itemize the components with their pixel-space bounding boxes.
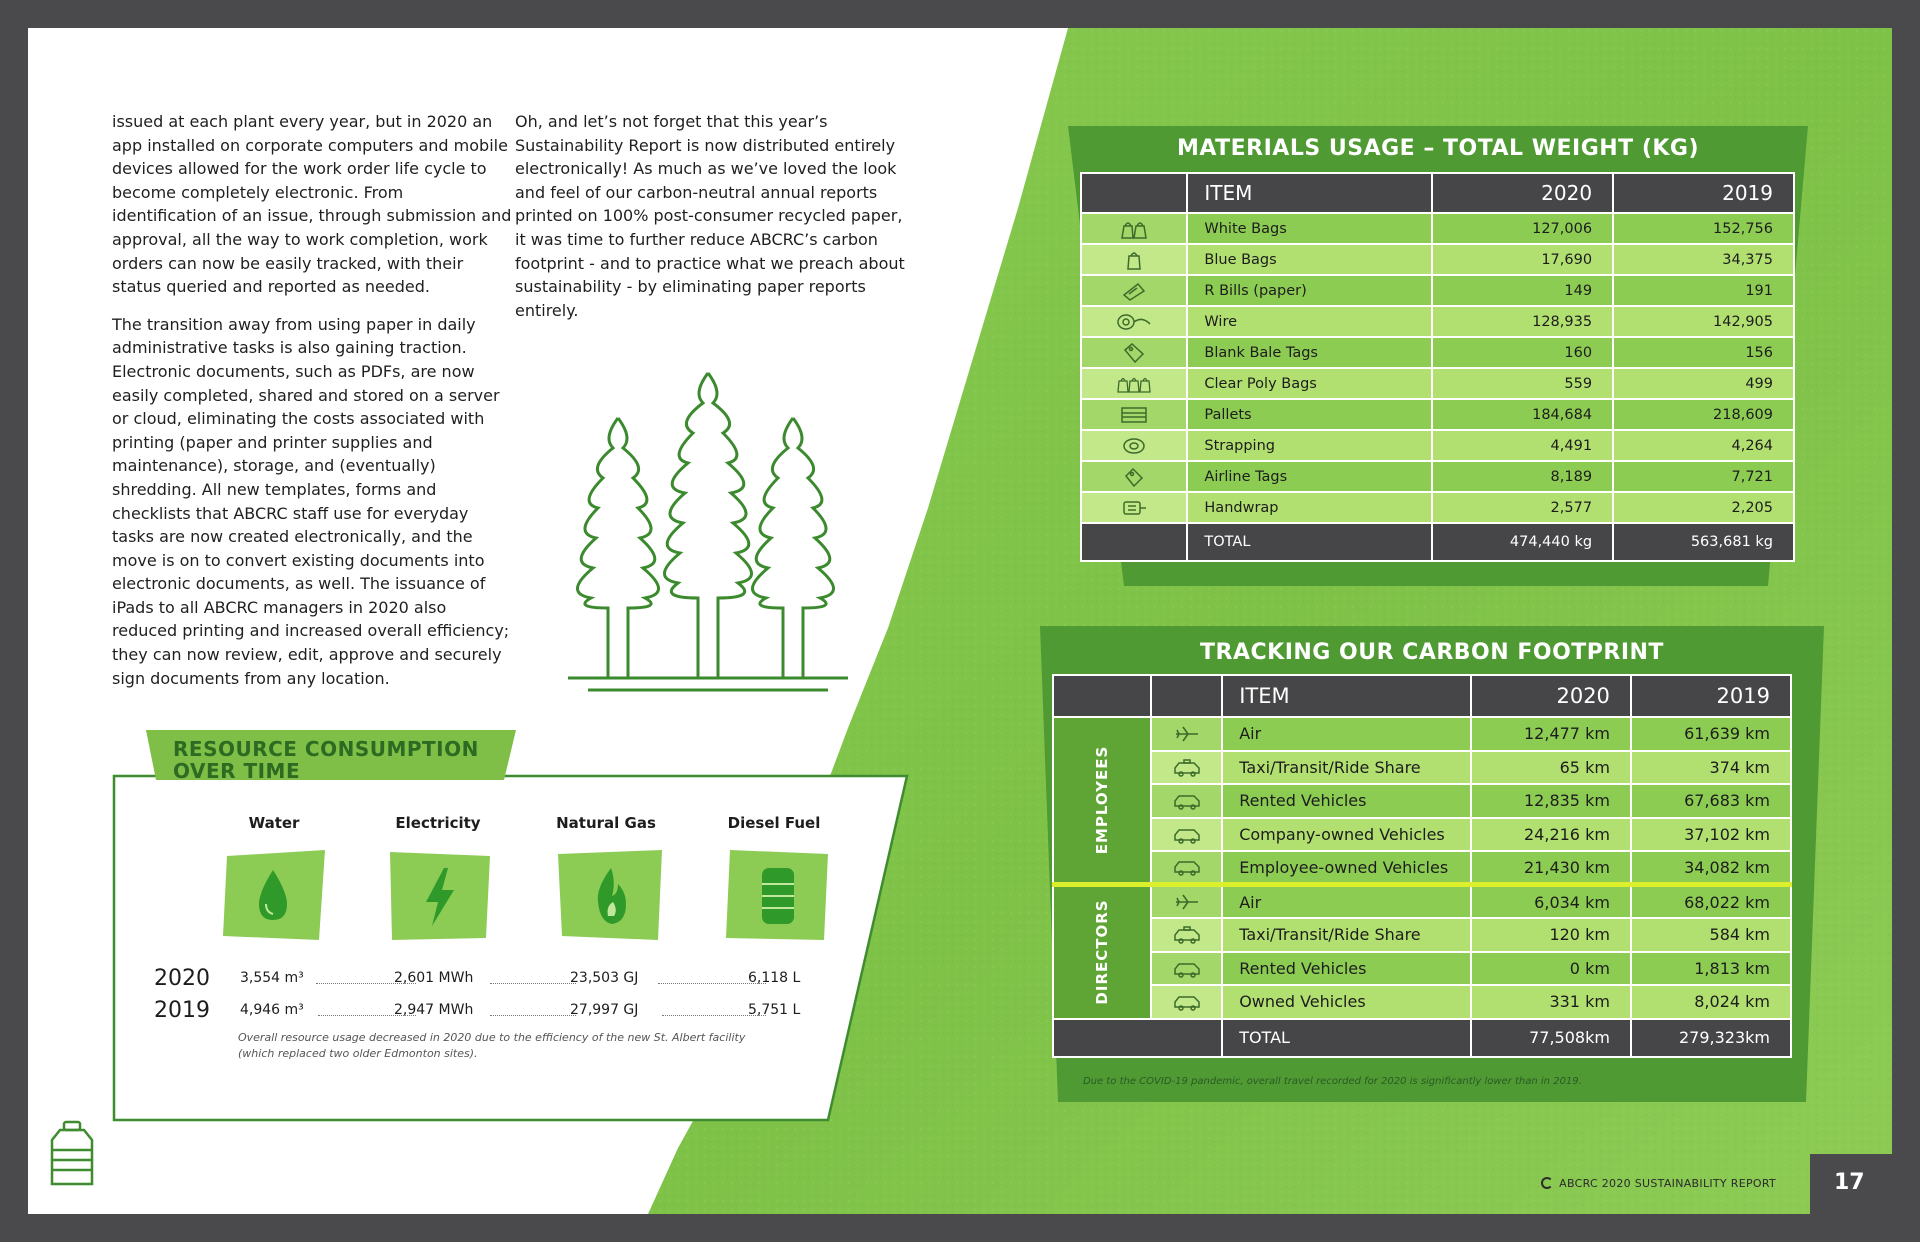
icon-cell: [1151, 851, 1222, 885]
item-name: White Bags: [1187, 213, 1432, 244]
natural-gas-tile: [556, 846, 666, 946]
body-text-right: [515, 110, 915, 336]
car-icon: [1172, 992, 1202, 1012]
resource-title-line1: RESOURCE CONSUMPTION: [173, 737, 479, 761]
total-row: [1053, 1019, 1791, 1057]
resource-label-electricity: Electricity: [395, 814, 481, 832]
resource-label-diesel: Diesel Fuel: [727, 814, 821, 832]
bag-icon: [1123, 249, 1145, 271]
table-row: [1053, 985, 1791, 1019]
tag-icon: [1122, 342, 1146, 364]
item-name: Wire: [1187, 306, 1432, 337]
icon-cell: [1151, 885, 1222, 919]
table-row: [1053, 952, 1791, 986]
value-2020: 2,577: [1432, 492, 1613, 523]
paragraph: Oh, and let’s not forget that this year’s Sustainability Report is now distributed entirely electronically! As much as we’ve loved the look and feel of our carbon-neutral annual reports printed on 100% post-consumer recycled paper, it was time to further reduce ABCRC’s carbon footprint - and to practice what we preach about sustainability - by eliminating paper reports entirely.: [515, 112, 905, 320]
footer-report-title: [1541, 1177, 1776, 1190]
table-row: [1053, 784, 1791, 818]
value-2020: 128,935: [1432, 306, 1613, 337]
water-2020: 3,554 m³: [240, 970, 304, 986]
car-icon: [1172, 959, 1202, 979]
table-row: [1053, 751, 1791, 785]
value-2020: 21,430 km: [1471, 851, 1631, 885]
value-2020: 127,006: [1432, 213, 1613, 244]
bags-icon: [1119, 218, 1149, 240]
value-2019: 68,022 km: [1631, 885, 1791, 919]
paragraph: issued at each plant every year, but in 2020 an app installed on corporate computers and mobile devices allowed for the work order life cycle to become completely electronic. From identification of an issue, through submission and approval, all the way to work completion, work orders can now be easily tracked, with their status queried and reported as needed.: [112, 112, 512, 297]
plane-icon: [1174, 724, 1200, 744]
resource-label-natural-gas: Natural Gas: [556, 814, 656, 832]
table-row: [1081, 492, 1794, 523]
value-2020: 149: [1432, 275, 1613, 306]
item-name: Handwrap: [1187, 492, 1432, 523]
header-2020: 2020: [1432, 173, 1613, 213]
value-2019: 34,375: [1613, 244, 1794, 275]
total-2020: 77,508km: [1471, 1019, 1631, 1057]
strap-roll-icon: [1120, 436, 1148, 456]
table-row: [1053, 717, 1791, 751]
total-spacer: [1053, 1019, 1222, 1057]
item-name: Air: [1222, 717, 1471, 751]
icon-cell: [1081, 492, 1187, 523]
icon-cell: [1081, 368, 1187, 399]
group-header: [1053, 675, 1151, 717]
footer-text: ABCRC 2020 SUSTAINABILITY REPORT: [1559, 1177, 1776, 1190]
value-2020: 12,835 km: [1471, 784, 1631, 818]
table-row: [1081, 337, 1794, 368]
carbon-title: TRACKING OUR CARBON FOOTPRINT: [1200, 640, 1664, 665]
wire-spool-icon: [1116, 312, 1152, 332]
icon-cell: [1151, 751, 1222, 785]
item-name: Employee-owned Vehicles: [1222, 851, 1471, 885]
total-label: TOTAL: [1187, 523, 1432, 561]
item-name: Air: [1222, 885, 1471, 919]
icon-cell: [1081, 461, 1187, 492]
value-2020: 65 km: [1471, 751, 1631, 785]
item-name: Owned Vehicles: [1222, 985, 1471, 1019]
value-2020: 184,684: [1432, 399, 1613, 430]
water-jug-icon: [46, 1120, 98, 1190]
value-2019: 374 km: [1631, 751, 1791, 785]
icon-cell: [1151, 717, 1222, 751]
barrel-icon: [762, 868, 794, 924]
value-2019: 142,905: [1613, 306, 1794, 337]
icon-cell: [1081, 399, 1187, 430]
total-label: TOTAL: [1222, 1019, 1471, 1057]
table-row: [1053, 918, 1791, 952]
water-2019: 4,946 m³: [240, 1002, 304, 1018]
table-row: [1081, 461, 1794, 492]
header-2019: 2019: [1631, 675, 1791, 717]
value-2019: 1,813 km: [1631, 952, 1791, 986]
value-2019: 191: [1613, 275, 1794, 306]
luggage-tag-icon: [1122, 466, 1146, 488]
car-icon: [1172, 791, 1202, 811]
resource-note: [238, 1030, 798, 1062]
group-employees: [1053, 717, 1151, 885]
value-2020: 331 km: [1471, 985, 1631, 1019]
total-2019: 563,681 kg: [1613, 523, 1794, 561]
icon-cell: [1151, 918, 1222, 952]
report-page: [28, 28, 1892, 1214]
year-2019-label: 2019: [154, 998, 210, 1023]
value-2019: 34,082 km: [1631, 851, 1791, 885]
icon-cell: [1081, 430, 1187, 461]
header-item: ITEM: [1187, 173, 1432, 213]
ticket-icon: [1121, 281, 1147, 301]
item-name: Clear Poly Bags: [1187, 368, 1432, 399]
value-2019: 37,102 km: [1631, 818, 1791, 852]
taxi-icon: [1172, 925, 1202, 945]
natural-gas-2020: 23,503 GJ: [570, 970, 639, 986]
total-icon-cell: [1081, 523, 1187, 561]
table-row: [1053, 885, 1791, 919]
water-tile: [221, 846, 331, 946]
body-text-left: [112, 110, 512, 704]
electricity-2020: 2,601 MWh: [394, 970, 474, 986]
value-2019: 4,264: [1613, 430, 1794, 461]
icon-cell: [1081, 306, 1187, 337]
dotted-leader: [490, 983, 576, 984]
table-row: [1081, 368, 1794, 399]
table-row: [1081, 306, 1794, 337]
carbon-table: [1052, 674, 1792, 1058]
resource-title: [173, 738, 479, 782]
resource-label-water: Water: [248, 814, 300, 832]
diesel-fuel-tile: [724, 846, 834, 946]
value-2019: 218,609: [1613, 399, 1794, 430]
icon-cell: [1081, 213, 1187, 244]
resource-note-line2: (which replaced two older Edmonton sites).: [238, 1047, 478, 1060]
table-row: [1081, 275, 1794, 306]
table-row: [1081, 244, 1794, 275]
value-2020: 4,491: [1432, 430, 1613, 461]
icon-cell: [1151, 952, 1222, 986]
header-item: ITEM: [1222, 675, 1471, 717]
value-2019: 7,721: [1613, 461, 1794, 492]
paragraph: The transition away from using paper in daily administrative tasks is also gaining traction. Electronic documents, such as PDFs, are now easily completed, shared and stored on a server or cloud, eliminating the costs associated with printing (paper and printer supplies and maintenance), storage, and (eventually) shredding. All new templates, forms and checklists that ABCRC staff use for everyday tasks are now created electronically, and the move is on to convert existing documents into electronic documents, as well. The issuance of iPads to all ABCRC managers in 2020 also reduced printing and increased overall efficiency; they can now review, edit, approve and securely sign documents from any location.: [112, 314, 510, 688]
table-row: [1053, 818, 1791, 852]
value-2020: 8,189: [1432, 461, 1613, 492]
icon-cell: [1151, 985, 1222, 1019]
value-2019: 499: [1613, 368, 1794, 399]
carbon-footnote: Due to the COVID-19 pandemic, overall travel recorded for 2020 is significantly lower than in 2019.: [1083, 1076, 1582, 1087]
value-2020: 120 km: [1471, 918, 1631, 952]
value-2019: 152,756: [1613, 213, 1794, 244]
year-2020-label: 2020: [154, 966, 210, 991]
value-2019: 2,205: [1613, 492, 1794, 523]
header-2019: 2019: [1613, 173, 1794, 213]
value-2020: 160: [1432, 337, 1613, 368]
natural-gas-2019: 27,997 GJ: [570, 1002, 639, 1018]
icon-cell: [1151, 818, 1222, 852]
poly-bags-icon: [1116, 374, 1152, 394]
trees-illustration: [558, 338, 858, 708]
item-name: Pallets: [1187, 399, 1432, 430]
value-2020: 559: [1432, 368, 1613, 399]
value-2019: 67,683 km: [1631, 784, 1791, 818]
taxi-icon: [1172, 758, 1202, 778]
item-name: Blue Bags: [1187, 244, 1432, 275]
header-2020: 2020: [1471, 675, 1631, 717]
item-name: Rented Vehicles: [1222, 784, 1471, 818]
recycle-icon: [1541, 1177, 1553, 1189]
plane-icon: [1174, 892, 1200, 912]
value-2020: 17,690: [1432, 244, 1613, 275]
total-row: [1081, 523, 1794, 561]
table-row: [1081, 213, 1794, 244]
group-label: EMPLOYEES: [1092, 745, 1111, 855]
table-row: [1053, 851, 1791, 885]
resource-note-line1: Overall resource usage decreased in 2020 due to the efficiency of the new St. Albert facility: [238, 1031, 746, 1044]
page-number: 17: [1834, 1170, 1865, 1195]
item-name: Airline Tags: [1187, 461, 1432, 492]
value-2019: 61,639 km: [1631, 717, 1791, 751]
value-2019: 8,024 km: [1631, 985, 1791, 1019]
icon-cell: [1151, 784, 1222, 818]
item-name: Taxi/Transit/Ride Share: [1222, 918, 1471, 952]
diesel-fuel-2019: 5,751 L: [748, 1002, 801, 1018]
electricity-tile: [386, 846, 496, 946]
item-name: Taxi/Transit/Ride Share: [1222, 751, 1471, 785]
resource-title-line2: OVER TIME: [173, 759, 301, 783]
value-2020: 6,034 km: [1471, 885, 1631, 919]
pallet-icon: [1119, 405, 1149, 425]
value-2020: 12,477 km: [1471, 717, 1631, 751]
icon-header: [1151, 675, 1222, 717]
value-2019: 156: [1613, 337, 1794, 368]
electricity-2019: 2,947 MWh: [394, 1002, 474, 1018]
group-label: DIRECTORS: [1092, 899, 1111, 1005]
item-name: R Bills (paper): [1187, 275, 1432, 306]
item-name: Blank Bale Tags: [1187, 337, 1432, 368]
icon-header: [1081, 173, 1187, 213]
item-name: Company-owned Vehicles: [1222, 818, 1471, 852]
diesel-fuel-2020: 6,118 L: [748, 970, 801, 986]
group-directors: [1053, 885, 1151, 1019]
total-2019: 279,323km: [1631, 1019, 1791, 1057]
table-row: [1081, 430, 1794, 461]
total-2020: 474,440 kg: [1432, 523, 1613, 561]
value-2020: 24,216 km: [1471, 818, 1631, 852]
dotted-leader: [490, 1015, 576, 1016]
icon-cell: [1081, 244, 1187, 275]
item-name: Rented Vehicles: [1222, 952, 1471, 986]
icon-cell: [1081, 337, 1187, 368]
table-row: [1081, 399, 1794, 430]
item-name: Strapping: [1187, 430, 1432, 461]
car-icon: [1172, 825, 1202, 845]
icon-cell: [1081, 275, 1187, 306]
page-number-box: [1810, 1154, 1892, 1214]
value-2019: 584 km: [1631, 918, 1791, 952]
wrap-roll-icon: [1120, 498, 1148, 518]
value-2020: 0 km: [1471, 952, 1631, 986]
materials-title: MATERIALS USAGE – TOTAL WEIGHT (KG): [1176, 136, 1700, 161]
materials-table: [1080, 172, 1795, 562]
car-icon: [1172, 857, 1202, 877]
